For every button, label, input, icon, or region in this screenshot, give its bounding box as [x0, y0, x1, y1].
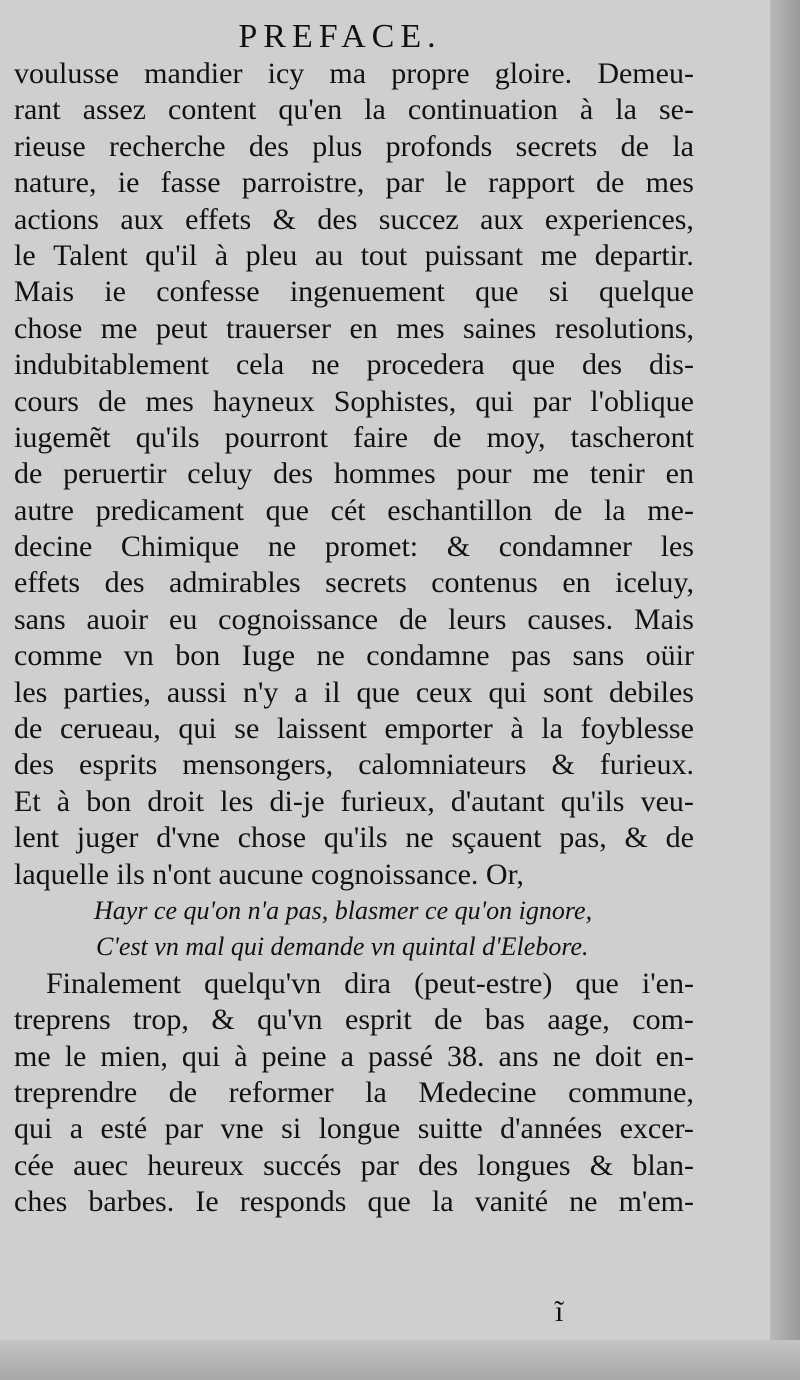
word: sçauent: [451, 821, 542, 855]
word: de: [553, 493, 583, 527]
word: peut: [155, 311, 208, 345]
word: succés: [263, 1148, 342, 1182]
word: vne: [220, 1112, 264, 1146]
word: peruertir: [63, 457, 167, 491]
word: de: [433, 420, 462, 454]
word: par: [532, 384, 572, 418]
word: la: [365, 1075, 387, 1109]
word: à: [234, 1039, 248, 1073]
text-line: [14, 311, 694, 347]
word: la: [364, 93, 386, 127]
word: iceluy,: [615, 566, 694, 600]
word: Sophistes,: [333, 384, 457, 418]
word: Mais: [633, 602, 694, 636]
word: hommes: [333, 457, 436, 491]
word: bas: [484, 1003, 525, 1037]
word: a: [340, 1039, 354, 1073]
text-line: [14, 529, 694, 565]
word: me: [14, 1039, 51, 1073]
word: vanité: [474, 1185, 549, 1219]
text-line: [14, 784, 694, 820]
word: de: [398, 602, 428, 636]
word: cée: [14, 1148, 54, 1182]
word: a: [69, 1112, 84, 1146]
word: au: [314, 238, 344, 272]
word: (peut-estre): [414, 966, 553, 1000]
word: comme: [14, 639, 103, 673]
text-line: [14, 347, 694, 383]
text-line: [14, 1039, 694, 1075]
word: rapport: [488, 166, 575, 200]
word: commune,: [568, 1075, 694, 1109]
text-line: [14, 56, 694, 92]
running-header: PREFACE.: [238, 18, 442, 55]
word: suitte: [417, 1112, 483, 1146]
text-line: [14, 638, 694, 674]
word: secrets: [515, 129, 598, 163]
word: Medecine: [418, 1075, 537, 1109]
word: se: [234, 712, 260, 746]
word: pas: [511, 639, 552, 673]
word: sans: [14, 602, 66, 636]
word: pour: [456, 457, 512, 491]
word: voulusse: [14, 57, 119, 90]
word: la: [615, 93, 637, 127]
word: l'oblique: [590, 384, 694, 418]
page-edge-bottom: [0, 1340, 800, 1380]
word: eschantillon: [387, 493, 533, 527]
word: Demeu-: [597, 57, 694, 90]
word: ma: [329, 57, 367, 90]
word: m'em-: [618, 1185, 694, 1219]
word: celuy: [187, 457, 253, 491]
word: de: [434, 1003, 463, 1037]
word: pas,: [559, 821, 607, 855]
word: en-: [655, 1039, 694, 1073]
word: que: [475, 275, 519, 309]
word: decine: [14, 530, 93, 564]
text-line: [14, 129, 694, 165]
word: effets: [185, 202, 252, 236]
word: de: [14, 712, 43, 746]
word: succez: [378, 202, 459, 236]
word: longue: [318, 1112, 401, 1146]
word: se-: [658, 93, 694, 127]
word: mes: [645, 166, 694, 200]
word: cours: [14, 384, 79, 418]
word: tascheront: [570, 420, 694, 454]
word: ceux: [415, 675, 473, 709]
word: laissent: [276, 712, 367, 746]
word: il: [323, 675, 341, 709]
word: ne: [267, 530, 297, 564]
word: &: [589, 1148, 614, 1182]
word: excer-: [619, 1112, 694, 1146]
word: &: [211, 1003, 235, 1037]
word: ne: [405, 821, 434, 855]
word: esprit: [345, 1003, 412, 1037]
word: Ie: [195, 1185, 219, 1219]
word: oüir: [645, 639, 694, 673]
word: si: [281, 1112, 302, 1146]
word: aux: [480, 202, 524, 236]
word: heureux: [147, 1148, 244, 1182]
word: departir.: [594, 238, 694, 272]
word: tenir: [589, 457, 645, 491]
word: pleu: [245, 238, 298, 272]
word: causes.: [527, 602, 614, 636]
word: des: [273, 457, 314, 491]
word: dira: [344, 966, 391, 1000]
word: moy,: [486, 420, 546, 454]
word: admirables: [169, 566, 301, 600]
word: par: [385, 166, 424, 200]
word: responds: [239, 1185, 347, 1219]
word: le: [14, 238, 36, 272]
word: que: [367, 1185, 411, 1219]
word: ches: [14, 1185, 68, 1219]
word: gloire.: [494, 57, 573, 90]
word: des: [104, 566, 145, 600]
word: cognoissance: [218, 602, 379, 636]
word: emporter: [384, 712, 493, 746]
word: a: [294, 675, 308, 709]
word: foyblesse: [580, 712, 694, 746]
text-line: [14, 1184, 694, 1220]
word: aage,: [547, 1003, 610, 1037]
word: me-: [647, 493, 694, 527]
word: des: [248, 129, 289, 163]
page-edge-right: [770, 0, 800, 1380]
text-line: [14, 165, 694, 201]
word: de: [168, 1075, 198, 1109]
word: &: [551, 748, 575, 782]
word: ne: [552, 1039, 581, 1073]
word: mandier: [144, 57, 243, 90]
word: par: [360, 1148, 399, 1182]
text-line: [14, 602, 694, 638]
word: me: [100, 311, 138, 345]
text-line: [14, 384, 694, 420]
text-line: [14, 1075, 694, 1111]
word: qu'en: [278, 93, 343, 127]
word: qu'ils: [560, 784, 625, 818]
word: que: [511, 348, 556, 382]
text-line: [14, 1111, 694, 1147]
word: de: [665, 821, 694, 855]
word: Chimique: [120, 530, 240, 564]
word: qui: [178, 712, 217, 746]
word: plus: [312, 129, 363, 163]
word: de: [596, 166, 625, 200]
word: autre: [14, 493, 74, 527]
text-line: [14, 711, 694, 747]
word: saines: [463, 311, 537, 345]
word: content: [168, 93, 257, 127]
word: promet:: [324, 530, 419, 564]
word: qu'ils: [135, 420, 200, 454]
word: vn: [123, 639, 154, 673]
word: des: [14, 748, 54, 782]
word: d'autant: [450, 784, 545, 818]
word: si: [548, 275, 569, 309]
word: qui: [181, 1039, 221, 1073]
word: Et: [14, 784, 41, 818]
text-line: [14, 966, 694, 1002]
word: iugemẽt: [14, 420, 111, 454]
word: droit: [147, 784, 204, 818]
word: furieux.: [599, 748, 694, 782]
word: trauerser: [226, 311, 331, 345]
word: experiences,: [544, 202, 694, 236]
word: ie: [104, 275, 126, 309]
word: Iuge: [241, 639, 296, 673]
word: les: [220, 784, 254, 818]
word: condamne: [366, 639, 490, 673]
word: Talent: [53, 238, 128, 272]
word: en: [665, 457, 694, 491]
word: secrets: [325, 566, 407, 600]
word: ne: [311, 348, 340, 382]
word: la: [672, 129, 694, 163]
word: peine: [261, 1039, 327, 1073]
word: esté: [100, 1112, 148, 1146]
word: des: [582, 348, 622, 382]
word: confesse: [156, 275, 260, 309]
word: actions: [14, 202, 99, 236]
word: sont: [542, 675, 593, 709]
word: procedera: [366, 348, 485, 382]
word: cerueau,: [59, 712, 161, 746]
word: bon: [175, 639, 221, 673]
word: 38.: [447, 1039, 485, 1073]
word: à: [579, 93, 594, 127]
word: rieuse: [14, 129, 86, 163]
word: bon: [86, 784, 132, 818]
word: les: [660, 530, 694, 564]
word: reformer: [228, 1075, 334, 1109]
text-line: [14, 675, 694, 711]
word: à: [56, 784, 71, 818]
word: mien,: [100, 1039, 168, 1073]
word: qui: [14, 1112, 53, 1146]
word: hayneux: [212, 384, 315, 418]
word: indubitablement: [14, 348, 209, 382]
word: pourront: [224, 420, 328, 454]
word: à: [510, 712, 524, 746]
word: ingenuement: [289, 275, 445, 309]
signature-mark: ĩ: [555, 1295, 564, 1328]
word: sans: [572, 639, 625, 673]
text-line: [14, 493, 694, 529]
word: aux: [120, 202, 164, 236]
word: blan-: [632, 1148, 694, 1182]
verse-line: Hayr ce qu'on n'a pas, blasmer ce qu'on ignore,: [94, 895, 593, 925]
word: mes: [396, 311, 445, 345]
word: furieux,: [340, 784, 435, 818]
word: parties,: [63, 675, 151, 709]
word: puissant: [424, 238, 524, 272]
word: effets: [14, 566, 81, 600]
word: la: [603, 493, 626, 527]
word: Finalement: [46, 966, 181, 1000]
word: le: [64, 1039, 87, 1073]
text-line: [14, 747, 694, 783]
word: juger: [76, 821, 139, 855]
word: qui: [475, 384, 514, 418]
word: qui: [488, 675, 527, 709]
word: me: [532, 457, 569, 491]
word: faire: [353, 420, 409, 454]
word: com-: [632, 1003, 694, 1037]
word: que: [265, 493, 309, 527]
word: &: [446, 530, 471, 564]
text-line: [14, 1148, 694, 1184]
word: doit: [594, 1039, 642, 1073]
word: passé: [368, 1039, 433, 1073]
word: mensongers,: [182, 748, 334, 782]
word: Mais: [14, 275, 74, 309]
word: dis-: [648, 348, 694, 382]
word: ne: [316, 639, 345, 673]
word: eu: [169, 602, 198, 636]
word: rant: [14, 93, 61, 127]
word: propre: [391, 57, 470, 90]
word: me: [540, 238, 578, 272]
word: &: [272, 202, 296, 236]
word: profonds: [385, 129, 493, 163]
word: par: [164, 1112, 203, 1146]
word: cét: [330, 493, 366, 527]
word: quelqu'vn: [204, 966, 322, 1000]
word: treprens: [14, 1003, 111, 1037]
word: d'vne: [156, 821, 220, 855]
body-text: [14, 56, 694, 1221]
word: des: [418, 1148, 459, 1182]
word: qu'vn: [257, 1003, 323, 1037]
text-line: laquelle ils n'ont aucune cognoissance. Or,: [14, 857, 524, 891]
word: le: [445, 166, 467, 200]
word: lent: [14, 821, 59, 855]
word: n'y: [242, 675, 279, 709]
word: esprits: [79, 748, 158, 782]
word: condamner: [498, 530, 633, 564]
word: chose: [14, 311, 83, 345]
word: d'années: [500, 1112, 603, 1146]
word: de: [98, 384, 127, 418]
word: que: [356, 675, 400, 709]
word: les: [14, 675, 48, 709]
word: nature,: [14, 166, 97, 200]
text-line: [14, 274, 694, 310]
word: calomniateurs: [358, 748, 527, 782]
word: treprendre: [14, 1075, 138, 1109]
text-line: [14, 565, 694, 601]
word: cela: [235, 348, 285, 382]
word: continuation: [407, 93, 558, 127]
word: de: [620, 129, 649, 163]
word: barbes.: [88, 1185, 175, 1219]
word: predicament: [95, 493, 244, 527]
word: assez: [82, 93, 146, 127]
word: di-je: [269, 784, 325, 818]
word: tout: [360, 238, 408, 272]
word: à: [214, 238, 229, 272]
word: debiles: [609, 675, 694, 709]
word: trop,: [133, 1003, 189, 1037]
word: la: [431, 1185, 454, 1219]
word: ne: [569, 1185, 598, 1219]
text-line: [14, 238, 694, 274]
verse-line: C'est vn mal qui demande vn quintal d'Elebore.: [96, 932, 589, 962]
word: chose: [237, 821, 307, 855]
word: ie: [117, 166, 140, 200]
text-line: [14, 456, 694, 492]
text-line: [14, 420, 694, 456]
word: longues: [477, 1148, 571, 1182]
word: auoir: [86, 602, 149, 636]
word: quelque: [599, 275, 694, 309]
word: en: [562, 566, 591, 600]
word: i'en-: [641, 966, 694, 1000]
word: &: [624, 821, 648, 855]
word: recherche: [109, 129, 226, 163]
word: leurs: [448, 602, 507, 636]
word: parroistre,: [241, 166, 365, 200]
text-line: [14, 202, 694, 238]
word: resolutions,: [554, 311, 694, 345]
word: aussi: [166, 675, 227, 709]
word: fasse: [160, 166, 221, 200]
text-line: [14, 1002, 694, 1038]
word: mes: [145, 384, 194, 418]
word: veu-: [640, 784, 694, 818]
word: contenus: [431, 566, 538, 600]
word: icy: [267, 57, 305, 90]
word: que: [575, 966, 619, 1000]
word: de: [14, 457, 43, 491]
word: des: [317, 202, 358, 236]
word: auec: [73, 1148, 129, 1182]
word: ans: [498, 1039, 539, 1073]
text-line: [14, 820, 694, 856]
word: la: [541, 712, 563, 746]
word: qu'il: [145, 238, 198, 272]
word: qu'ils: [323, 821, 388, 855]
text-line: [14, 92, 694, 128]
word: en: [349, 311, 378, 345]
